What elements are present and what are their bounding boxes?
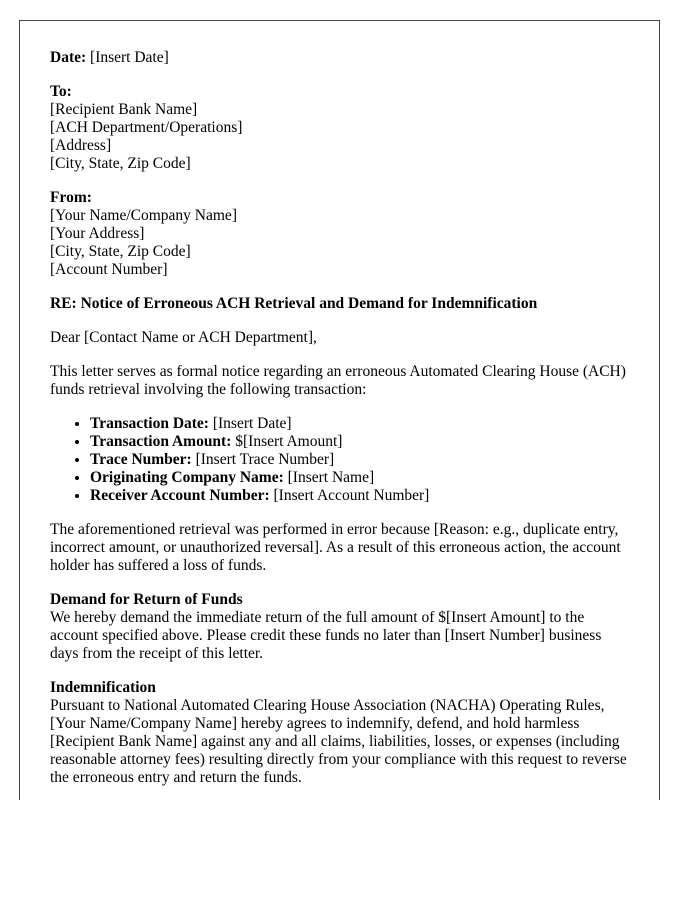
reason-paragraph: The aforementioned retrieval was performed in error because [Reason: e.g., duplicate entry, incorrect amount, or unauthorized reversal]. As a result of this erroneous action, the account holder has suffered a loss of funds.	[50, 521, 621, 574]
from-line: [Your Address]	[50, 225, 145, 242]
list-item	[90, 469, 630, 487]
demand-section	[50, 591, 630, 663]
indemnification-title: Indemnification	[50, 679, 156, 696]
list-item	[90, 487, 630, 505]
letter-content	[50, 49, 630, 800]
item-value: $[Insert Amount]	[235, 433, 343, 450]
indemnification-text: Pursuant to National Automated Clearing House Association (NACHA) Operating Rules, [Your Name/Company Name] hereby agrees to indemnify, defend, and hold harmless [Recipient Bank Name] against any and all claims, liabilities, losses, or expenses (including reasonable attorney fees) resulting directly from your compliance with this request to reverse the erroneous entry and return the funds.	[50, 697, 627, 786]
item-value: [Insert Date]	[212, 415, 292, 432]
item-value: [Insert Trace Number]	[195, 451, 335, 468]
to-label: To:	[50, 83, 72, 100]
item-label: Transaction Date:	[90, 415, 209, 432]
list-item	[90, 451, 630, 469]
item-label: Receiver Account Number:	[90, 487, 270, 504]
indemnification-section	[50, 679, 630, 787]
to-block	[50, 83, 630, 173]
to-line: [Recipient Bank Name]	[50, 101, 198, 118]
item-value: [Insert Account Number]	[273, 487, 430, 504]
from-label: From:	[50, 189, 92, 206]
from-block	[50, 189, 630, 279]
from-line: [Account Number]	[50, 261, 168, 278]
list-item	[90, 415, 630, 433]
item-value: [Insert Name]	[287, 469, 375, 486]
from-line: [City, State, Zip Code]	[50, 243, 191, 260]
list-item	[90, 433, 630, 451]
item-label: Transaction Amount:	[90, 433, 232, 450]
date-block	[50, 49, 630, 67]
from-line: [Your Name/Company Name]	[50, 207, 237, 224]
date-label: Date:	[50, 49, 87, 66]
transaction-list	[50, 415, 630, 505]
date-value: [Insert Date]	[90, 49, 169, 66]
intro-paragraph: This letter serves as formal notice regarding an erroneous Automated Clearing House (ACH) funds retrieval involving the following transaction:	[50, 363, 626, 398]
demand-text: We hereby demand the immediate return of the full amount of $[Insert Amount] to the account specified above. Please credit these funds no later than [Insert Number] business days from the receipt of this letter.	[50, 609, 602, 662]
to-line: [Address]	[50, 137, 112, 154]
subject-line: RE: Notice of Erroneous ACH Retrieval and Demand for Indemnification	[50, 295, 538, 312]
salutation: Dear [Contact Name or ACH Department],	[50, 329, 317, 346]
item-label: Trace Number:	[90, 451, 192, 468]
to-line: [City, State, Zip Code]	[50, 155, 191, 172]
to-line: [ACH Department/Operations]	[50, 119, 243, 136]
item-label: Originating Company Name:	[90, 469, 284, 486]
demand-title: Demand for Return of Funds	[50, 591, 243, 608]
letter-page	[19, 20, 660, 800]
